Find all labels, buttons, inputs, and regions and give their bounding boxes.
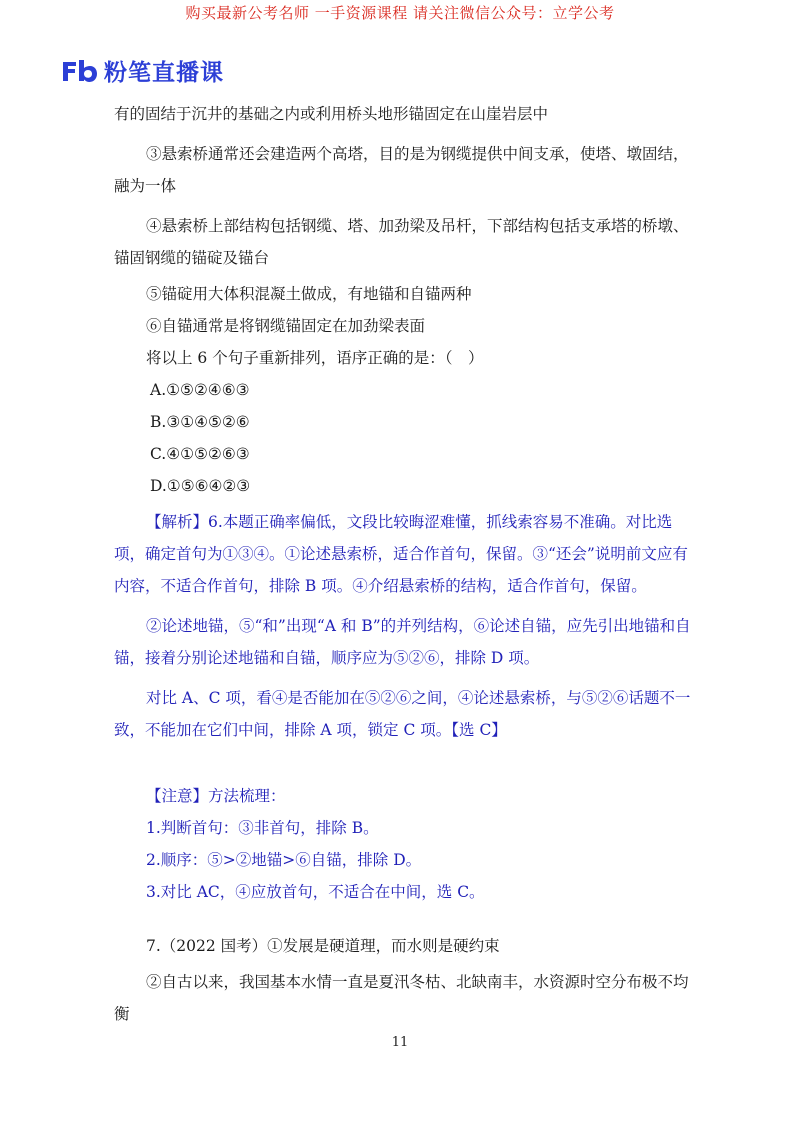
analysis-paragraph-3: 对比 A、C 项，看④是否能加在⑤②⑥之间，④论述悬索桥，与⑤②⑥话题不一致，不能加在它们中间，排除 A 项，锁定 C 项。【选 C】 [114,689,691,739]
option-c: C.④①⑤②⑥③ [150,445,250,463]
header-banner: 购买最新公考名师 一手资源课程 请关注微信公众号：立学公考 [185,4,615,22]
option-a: A.①⑤②④⑥③ [150,381,250,399]
question-prompt: 将以上 6 个句子重新排列，语序正确的是：（ ） [146,349,484,367]
brand-logo [60,54,224,87]
sentence-4: ④悬索桥上部结构包括钢缆、塔、加劲梁及吊杆，下部结构包括支承塔的桥墩、锚固钢缆的锚碇及锚台 [114,217,689,267]
note-item: 3.对比 AC，④应放首句，不适合在中间，选 C。 [146,883,485,901]
analysis-paragraph-1: 【解析】6.本题正确率偏低，文段比较晦涩难懂，抓线索容易不准确。对比选项，确定首句为①③④。①论述悬索桥，适合作首句，保留。③“还会”说明前文应有内容，不适合作首句，排除 B 项。④介绍悬索桥的结构，适合作首句，保留。 [114,513,688,595]
note-title: 【注意】方法梳理： [146,787,286,805]
note-item: 1.判断首句：③非首句，排除 B。 [146,819,379,837]
option-d: D.①⑤⑥④②③ [150,477,251,495]
fenbi-logo-icon [60,58,100,84]
option-b: B.③①④⑤②⑥ [150,413,250,431]
question-7-sentence-1: 7.（2022 国考）①发展是硬道理，而水则是硬约束 [146,937,500,955]
sentence-2-continuation: 有的固结于沉井的基础之内或利用桥头地形锚固定在山崖岩层中 [114,105,549,123]
question-7-sentence-2: ②自古以来，我国基本水情一直是夏汛冬枯、北缺南丰，水资源时空分布极不均衡 [114,973,689,1023]
page-number: 11 [391,1035,409,1050]
analysis-paragraph-2: ②论述地锚，⑤“和”出现“A 和 B”的并列结构，⑥论述自锚，应先引出地锚和自锚，接着分别论述地锚和自锚，顺序应为⑤②⑥，排除 D 项。 [114,617,691,667]
brand-name: 粉笔直播课 [104,60,224,86]
note-item: 2.顺序：⑤>②地锚>⑥自锚，排除 D。 [146,851,422,869]
sentence-3: ③悬索桥通常还会建造两个高塔，目的是为钢缆提供中间支承，使塔、墩固结，融为一体 [114,145,689,195]
sentence-5: ⑤锚碇用大体积混凝土做成，有地锚和自锚两种 [146,285,472,303]
sentence-6: ⑥自锚通常是将钢缆锚固定在加劲梁表面 [146,317,426,335]
page-content [114,102,694,1030]
